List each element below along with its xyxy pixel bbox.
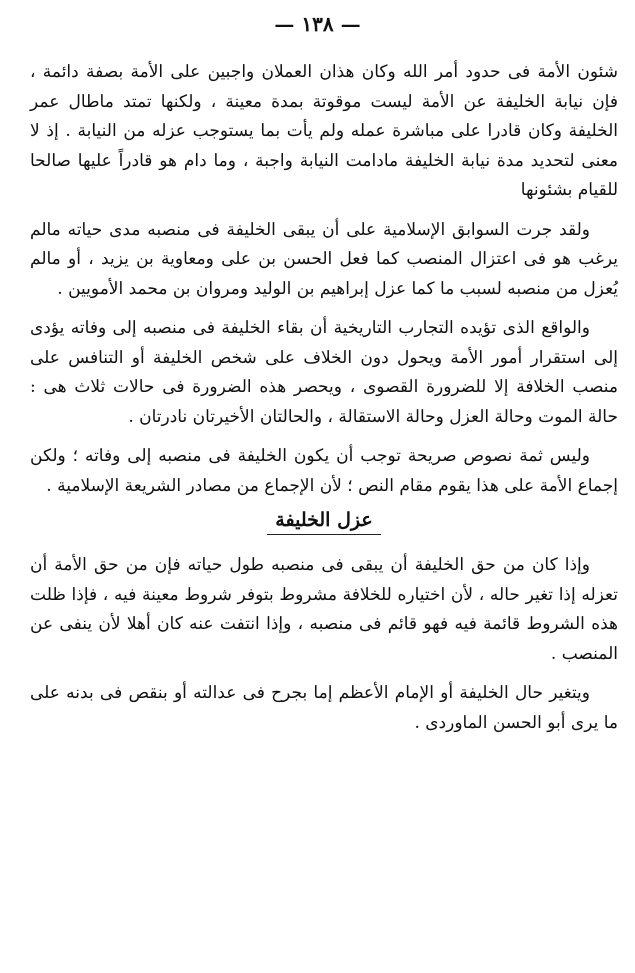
paragraph-6: ويتغير حال الخليفة أو الإمام الأعظم إما بجرح فى عدالته أو بنقص فى بدنه على ما يرى أبو الحسن الماوردى .: [30, 683, 618, 733]
section-heading: [30, 509, 618, 535]
paragraph-4: وليس ثمة نصوص صريحة توجب أن يكون الخليفة فى منصبه إلى وفاته ؛ ولكن إجماع الأمة على هذا يقوم مقام النص ؛ لأن الإجماع من مصادر الشريعة الإسلامية .: [30, 446, 618, 496]
page-number: — ١٣٨ —: [274, 12, 361, 36]
paragraph-5: وإذا كان من حق الخليفة أن يبقى فى منصبه طول حياته فإن من حق الأمة أن تعزله إذا تغير حاله ، لأن اختياره للخلافة مشروط بتوفر شروط معينة فيه ، فإذا ظلت هذه الشروط قائمة فيه فهو قائم فى منصبه ، وإذا انتفت عنه كان أهلا لأن ينفى عن المنصب .: [30, 555, 618, 664]
section-heading-text: عزل الخليفة: [267, 509, 380, 535]
paragraph-3: والواقع الذى تؤيده التجارب التاريخية أن بقاء الخليفة فى منصبه إلى وفاته يؤدى إلى استقرار أمور الأمة ويحول دون الخلاف على شخص الخليفة أو التنافس على منصب الخلافة إلا للضرورة القصوى ، ويحصر هذه الضرورة فى حالات ثلاث هى : حالة الموت وحالة العزل وحالة الاستقالة ، والحالتان الأخيرتان نادرتان .: [30, 318, 618, 427]
page-body: [30, 58, 618, 748]
paragraph-1: شئون الأمة فى حدود أمر الله وكان هذان العملان واجبين على الأمة بصفة دائمة ، فإن نيابة الخليفة عن الأمة ليست موقوتة بمدة معينة ، ولكنها تمتد ماطال عمر الخليفة وكان قادرا على مباشرة عمله ولم يأت بما يستوجب عزله من النيابة . إذ لا معنى لتحديد مدة نيابة الخليفة مادامت النيابة واجبة ، وما دام هو قادراً عليها صالحا للقيام بشئونها: [30, 62, 618, 200]
paragraph-2: ولقد جرت السوابق الإسلامية على أن يبقى الخليفة فى منصبه مدى حياته مالم يرغب هو فى اعتزال المنصب كما فعل الحسن بن على ومعاوية بن يزيد ، أو مالم يُعزل من منصبه لسبب ما كما عزل إبراهيم بن الوليد ومروان بن محمد الأمويين .: [30, 219, 618, 299]
